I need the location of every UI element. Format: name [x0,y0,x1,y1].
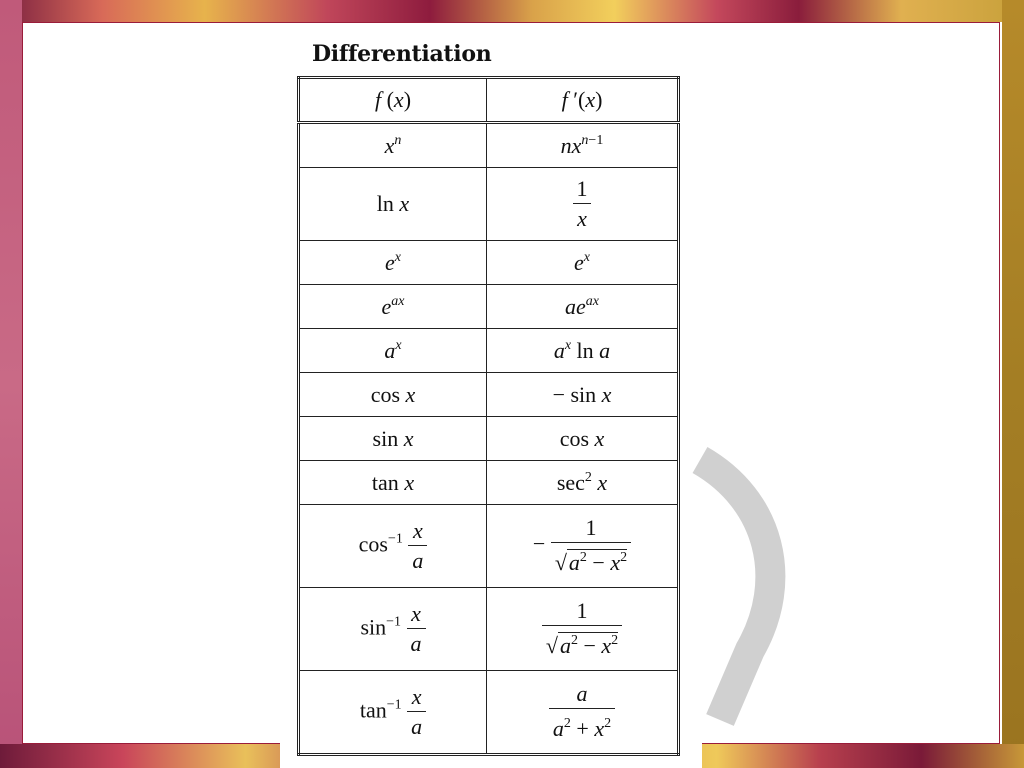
table-row [299,671,679,755]
page-title: Differentiation [312,41,492,67]
table-row [299,461,679,505]
cell-df: − $\frac{1}{√a^2 - x^2}$ [487,505,679,588]
cell-df: $e^x$ [487,241,679,285]
table-row [299,505,679,588]
cell-f: $\tan^{-1}$ $\frac{x}{a}$ [299,671,487,755]
cell-df: cos x [487,417,679,461]
cell-f: $x^n$ [299,123,487,168]
table-row [299,417,679,461]
cell-f: $a^x$ [299,329,487,373]
cell-df: $a^x$ ln a [487,329,679,373]
cell-f: $\sin^{-1}$ $\frac{x}{a}$ [299,588,487,671]
header-fprime: f ′(x) [487,78,679,123]
cell-df: − sin x [487,373,679,417]
cell-f: $\cos^{-1}$ $\frac{x}{a}$ [299,505,487,588]
cell-df: $\sec^2 x$ [487,461,679,505]
cell-f: cos x [299,373,487,417]
table-header-row [299,78,679,123]
cell-f: sin x [299,417,487,461]
table-row [299,168,679,241]
table-row [299,241,679,285]
table-row [299,329,679,373]
cell-f: ln x [299,168,487,241]
cell-df: $nx^{n-1}$ [487,123,679,168]
frame-left-border [0,0,22,768]
cell-df: $ae^{ax}$ [487,285,679,329]
table-row [299,123,679,168]
table-row [299,285,679,329]
cell-df: $\frac{a}{a^2 + x^2}$ [487,671,679,755]
differentiation-table [297,76,680,756]
table-row [299,588,679,671]
cell-f: $e^x$ [299,241,487,285]
cell-f: $e^{ax}$ [299,285,487,329]
cell-df: $\frac{1}{√a^2 - x^2}$ [487,588,679,671]
frame-right-border [1002,0,1024,768]
table-row [299,373,679,417]
cell-df: $\frac{1}{x}$ [487,168,679,241]
header-f: f (x) [299,78,487,123]
frame-top-border [0,0,1024,22]
cell-f: tan x [299,461,487,505]
